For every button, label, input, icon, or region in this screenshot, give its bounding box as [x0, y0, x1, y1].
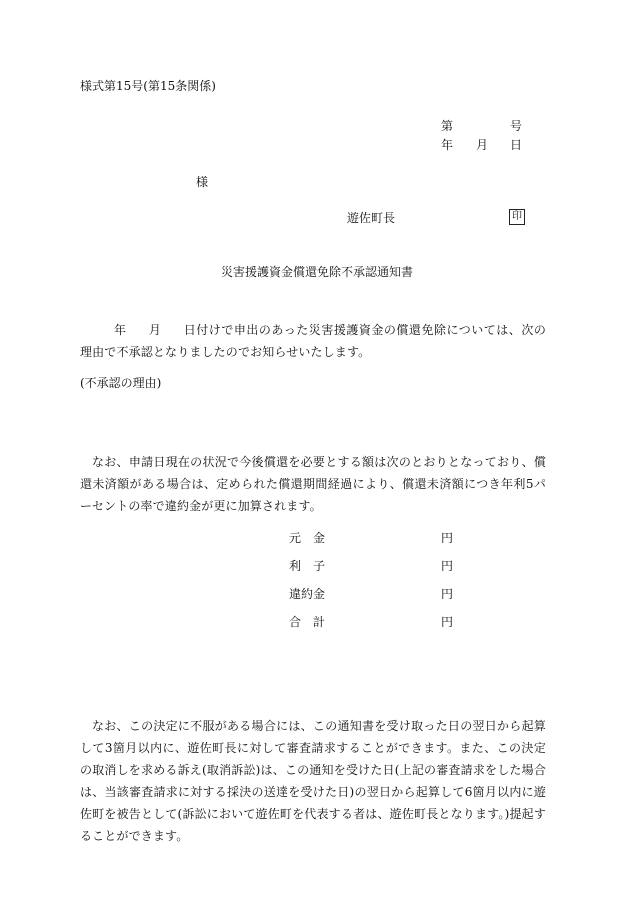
amount-label: 元 金 [289, 531, 326, 545]
date-day: 日 [510, 138, 523, 152]
seal-stamp: 印 [509, 209, 525, 225]
amount-unit: 円 [441, 587, 454, 601]
addressee-suffix: 様 [196, 175, 209, 189]
amount-unit: 円 [441, 559, 454, 573]
para1-month: 月 [148, 323, 162, 337]
number-go: 号 [510, 119, 523, 133]
issuer-name: 遊佐町長 [347, 211, 396, 225]
date-year: 年 [441, 138, 454, 152]
amount-label: 利 子 [289, 559, 326, 573]
para1-text: 日付けで申出のあった災害援護資金の償還免除については、次の理由で不承認となりましたのでお知らせいたします。 [80, 323, 546, 359]
number-dai: 第 [441, 119, 454, 133]
date-month: 月 [476, 138, 489, 152]
amount-label: 合 計 [289, 615, 326, 629]
form-code: 様式第15号(第15条関係) [80, 79, 216, 93]
notice-paragraph [80, 319, 546, 363]
repayment-paragraph: なお、申請日現在の状況で今後償還を必要とする額は次のとおりとなっており、償還未済額がある場合は、定められた償還期間経過により、償還未済額につき年利5パーセントの率で違約金が更に加算されます。 [80, 455, 546, 513]
reason-heading: (不承認の理由) [80, 376, 162, 390]
amount-unit: 円 [441, 615, 454, 629]
document-title: 災害援護資金償還免除不承認通知書 [221, 265, 414, 279]
para1-year: 年 [114, 323, 127, 337]
amount-label: 違約金 [289, 587, 326, 601]
appeal-paragraph: なお、この決定に不服がある場合には、この通知書を受け取った日の翌日から起算して3箇月以内に、遊佐町長に対して審査請求することができます。また、この決定の取消しを求める訴え(取消訴訟)は、この通知を受けた日(上記の審査請求をした場合は、当該審査請求に対する採決の送達を受けた日)の翌日から起算して6箇月以内に遊佐町を被告として(訴訟において遊佐町を代表する者は、遊佐町長となります。)提起することができます。 [80, 719, 546, 843]
amount-unit: 円 [441, 531, 454, 545]
